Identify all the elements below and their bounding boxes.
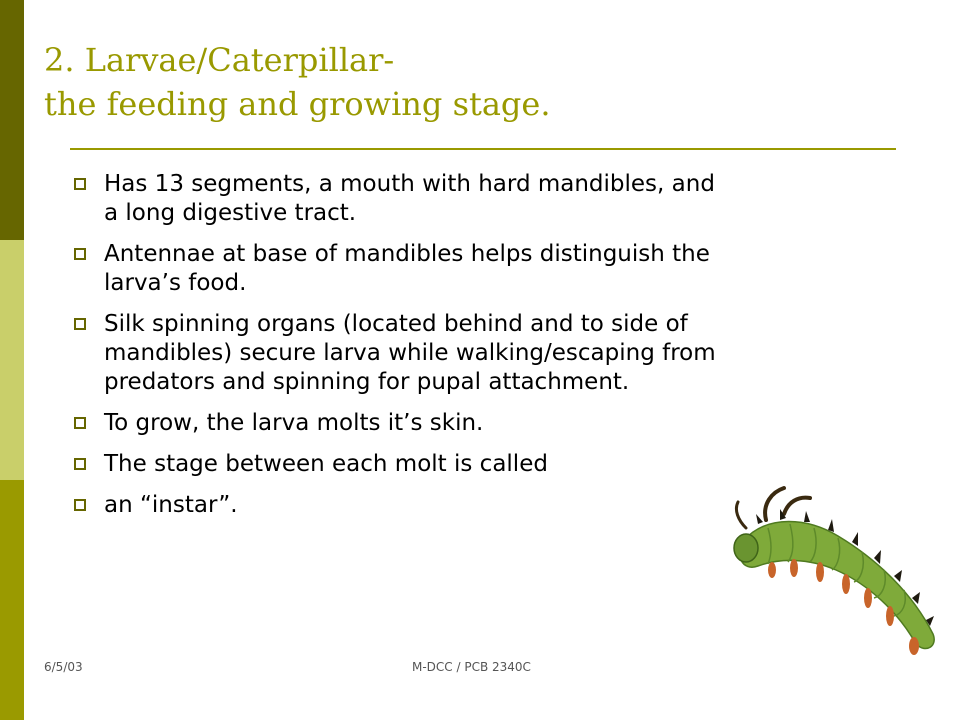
square-bullet-icon <box>74 318 86 330</box>
bullet-text: Has 13 segments, a mouth with hard mandibles, and a long digestive tract. <box>104 171 715 226</box>
bullet-item <box>72 450 732 479</box>
bullet-text: Antennae at base of mandibles helps distinguish the larva’s food. <box>104 241 710 296</box>
square-bullet-icon <box>74 458 86 470</box>
bullet-text: The stage between each molt is called <box>104 451 548 477</box>
title-divider <box>70 148 896 150</box>
bullet-item <box>72 310 732 397</box>
title-line-1: 2. Larvae/Caterpillar- <box>44 41 395 79</box>
slide-title <box>44 38 924 126</box>
caterpillar-illustration <box>728 484 958 680</box>
footer-date: 6/5/03 <box>44 660 83 674</box>
square-bullet-icon <box>74 499 86 511</box>
bullet-list <box>72 170 732 532</box>
square-bullet-icon <box>74 248 86 260</box>
side-bar-middle <box>0 240 24 480</box>
bullet-item <box>72 240 732 298</box>
bullet-item <box>72 409 732 438</box>
bullet-text: To grow, the larva molts it’s skin. <box>104 410 484 436</box>
side-bar-top <box>0 0 24 240</box>
bullet-item <box>72 170 732 228</box>
square-bullet-icon <box>74 417 86 429</box>
side-bar-bottom <box>0 480 24 720</box>
bullet-text: an “instar”. <box>104 492 238 518</box>
bullet-item <box>72 491 732 520</box>
title-line-2: the feeding and growing stage. <box>44 85 551 123</box>
footer-course: M-DCC / PCB 2340C <box>412 660 531 674</box>
bullet-text: Silk spinning organs (located behind and to side of mandibles) secure larva while walking/escaping from predators and spinning for pupal attachment. <box>104 311 716 395</box>
square-bullet-icon <box>74 178 86 190</box>
